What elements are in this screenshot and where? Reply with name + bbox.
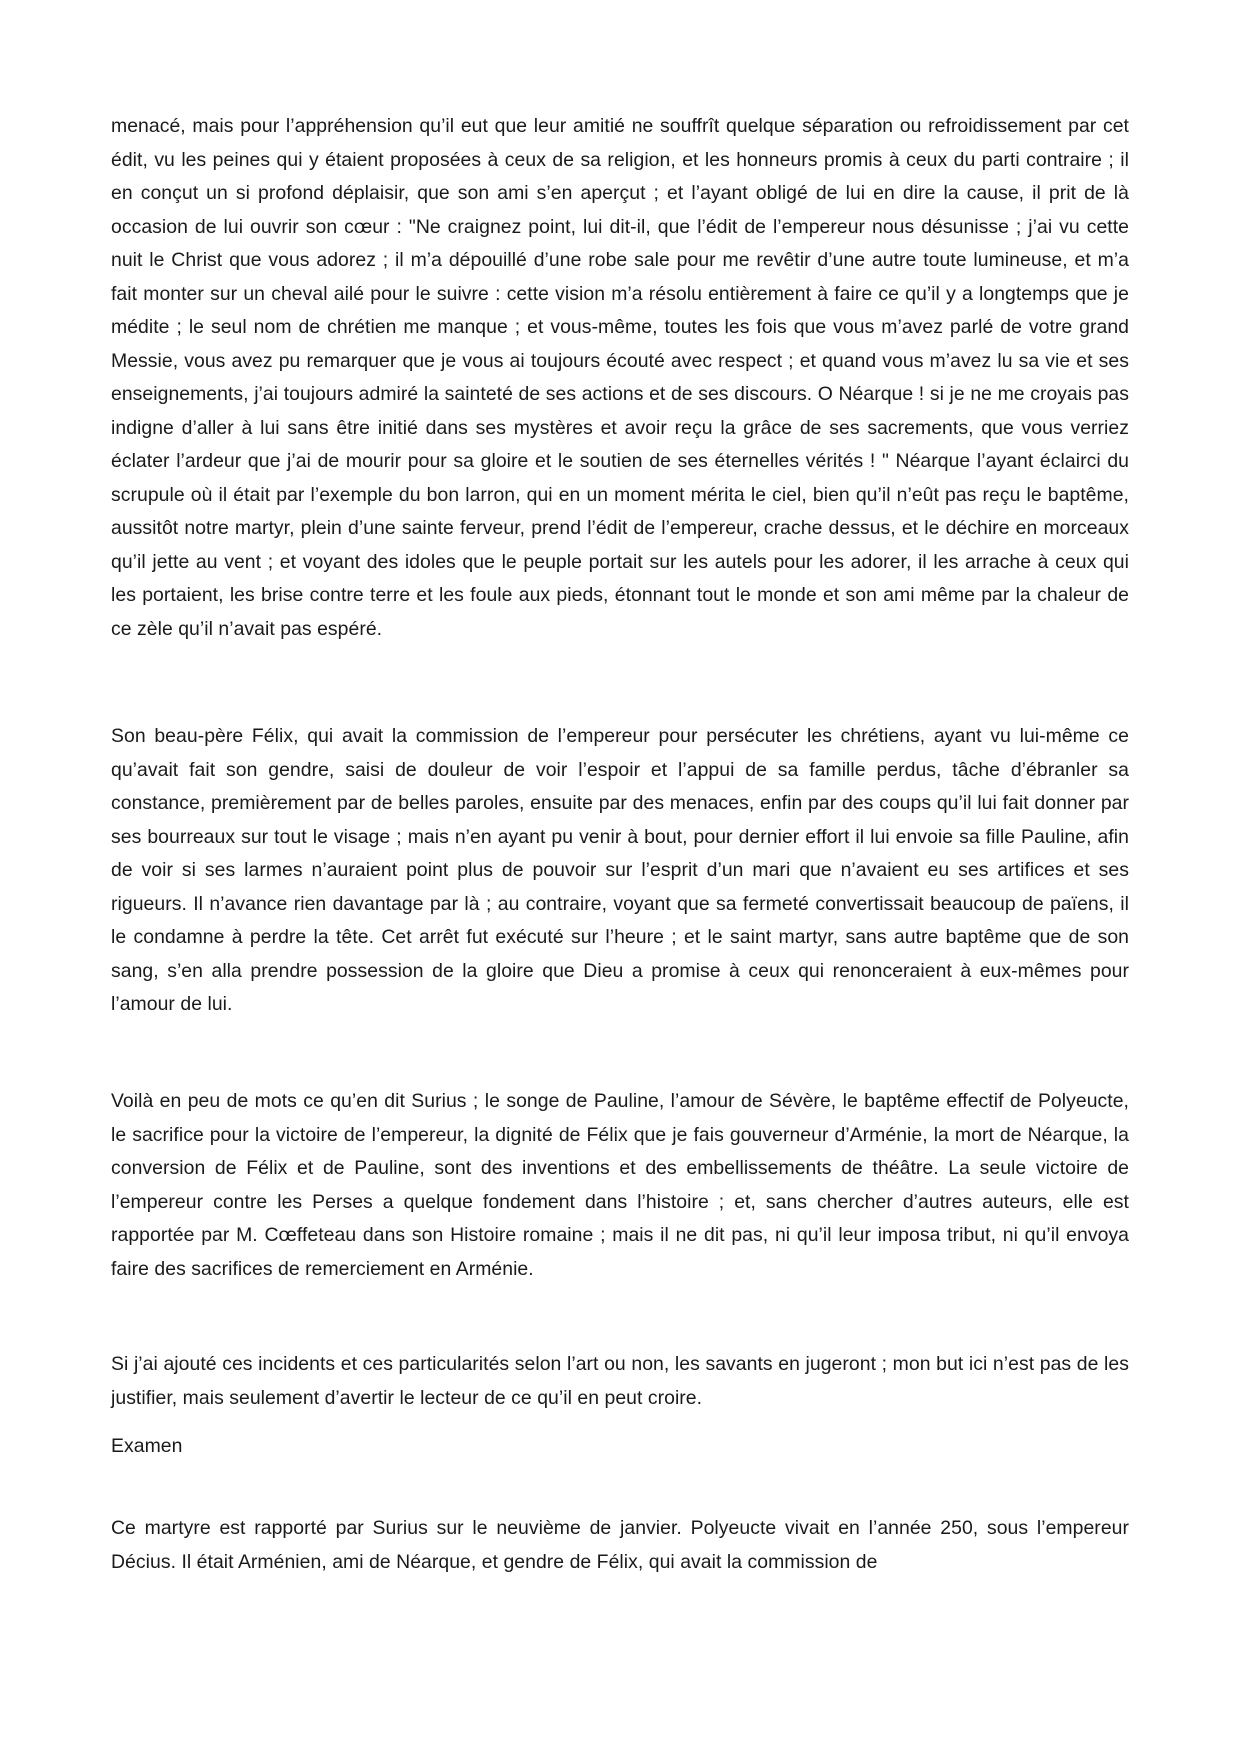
section-heading-examen: Examen [111,1435,183,1457]
paragraph-surius-summary: Voilà en peu de mots ce qu’en dit Surius ; le songe de Pauline, l’amour de Sévère, le baptême effectif de Polyeucte, le sacrifice pour la victoire de l’empereur, la dignité de Félix que je fais gouverneur d’Arménie, la mort de Néarque, la conversion de Félix et de Pauline, sont des inventions et des embellissements de théâtre. La seule victoire de l’empereur contre les Perses a quelque fondement dans l’histoire ; et, sans chercher d’autres auteurs, elle est rapportée par M. Cœffeteau dans son Histoire romaine ; mais il ne dit pas, ni qu’il leur imposa tribut, ni qu’il envoya faire des sacrifices de remerciement en Arménie. [111,1090,1129,1280]
paragraph-felix-persecution: Son beau-père Félix, qui avait la commission de l’empereur pour persécuter les chrétiens, ayant vu lui-même ce qu’avait fait son gendre, saisi de douleur de voir l’espoir et l’appui de sa famille perdus, tâche d’ébranler sa constance, premièrement par de belles paroles, ensuite par des menaces, enfin par des coups qu’il lui fait donner par ses bourreaux sur tout le visage ; mais n’en ayant pu venir à bout, pour dernier effort il lui envoie sa fille Pauline, afin de voir si ses larmes n’auraient point plus de pouvoir sur l’esprit d’un mari que n’avaient eu ses artifices et ses rigueurs. Il n’avance rien davantage par là ; au contraire, voyant que sa fermeté convertissait beaucoup de païens, il le condamne à perdre la tête. Cet arrêt fut exécuté sur l’heure ; et le saint martyr, sans autre baptême que de son sang, s’en alla prendre possession de la gloire que Dieu a promise à ceux qui renonceraient à eux-mêmes pour l’amour de lui. [111,725,1129,1015]
paragraph-author-note: Si j’ai ajouté ces incidents et ces particularités selon l’art ou non, les savants en jugeront ; mon but ici n’est pas de les justifier, mais seulement d’avertir le lecteur de ce qu’il en peut croire. [111,1353,1129,1409]
paragraph-examen-start: Ce martyre est rapporté par Surius sur le neuvième de janvier. Polyeucte vivait en l’année 250, sous l’empereur Décius. Il était Arménien, ami de Néarque, et gendre de Félix, qui avait la commission de [111,1517,1129,1573]
paragraph-polyeucte-vision: menacé, mais pour l’appréhension qu’il eut que leur amitié ne souffrît quelque séparation ou refroidissement par cet édit, vu les peines qui y étaient proposées à ceux de sa religion, et les honneurs promis à ceux du parti contraire ; il en conçut un si profond déplaisir, que son ami s’en aperçut ; et l’ayant obligé de lui en dire la cause, il prit de là occasion de lui ouvrir son cœur : "Ne craignez point, lui dit-il, que l’édit de l’empereur nous désunisse ; j’ai vu cette nuit le Christ que vous adorez ; il m’a dépouillé d’une robe sale pour me revêtir d’une autre toute lumineuse, et m’a fait monter sur un cheval ailé pour le suivre : cette vision m’a résolu entièrement à faire ce qu’il y a longtemps que je médite ; le seul nom de chrétien me manque ; et vous-même, toutes les fois que vous m’avez parlé de votre grand Messie, vous avez pu remarquer que je vous ai toujours écouté avec respect ; et quand vous m’avez lu sa vie et ses enseignements, j’ai toujours admiré la sainteté de ses actions et de ses discours. O Néarque ! si je ne me croyais pas indigne d’aller à lui sans être initié dans ses mystères et avoir reçu la grâce de ses sacrements, que vous verriez éclater l’ardeur que j’ai de mourir pour sa gloire et le soutien de ses éternelles vérités ! " Néarque l’ayant éclairci du scrupule où il était par l’exemple du bon larron, qui en un moment mérita le ciel, bien qu’il n’eût pas reçu le baptême, aussitôt notre martyr, plein d’une sainte ferveur, prend l’édit de l’empereur, crache dessus, et le déchire en morceaux qu’il jette au vent ; et voyant des idoles que le peuple portait sur les autels pour les adorer, il les arrache à ceux qui les portaient, les brise contre terre et les foule aux pieds, étonnant tout le monde et son ami même par la chaleur de ce zèle qu’il n’avait pas espéré. [111,115,1129,640]
